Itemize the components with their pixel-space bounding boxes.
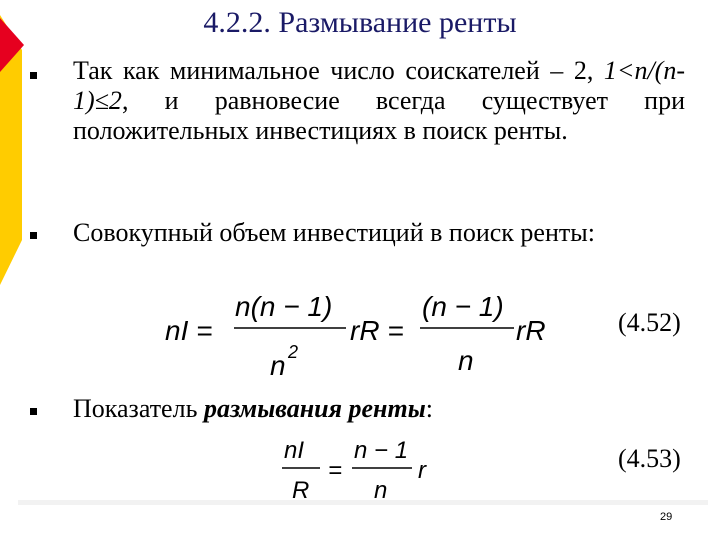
bullet-1-inequality: 1<n/(n-1)≤2	[73, 56, 685, 115]
formula-4-52-frac1-den: n	[270, 350, 286, 381]
equation-number-4-52: (4.52)	[618, 308, 681, 337]
bullet-3-emphasis: размывания ренты	[203, 394, 426, 423]
formula-4-52-lhs: nI =	[165, 315, 213, 346]
bullet-marker-1	[30, 72, 37, 79]
bullet-text-1	[73, 56, 685, 146]
formula-4-52-mult1: rR =	[350, 315, 404, 346]
formula-4-52-frac1-num: n(n − 1)	[235, 291, 333, 322]
page-number: 29	[660, 511, 673, 523]
formula-4-52-frac2-den: n	[458, 345, 474, 376]
bullet-marker-2	[30, 232, 37, 239]
formula-4-52-mult2: rR	[516, 315, 546, 346]
formula-4-53-mult: r	[418, 457, 426, 484]
bullet-marker-3	[30, 408, 37, 415]
bullet-text-3	[73, 394, 685, 424]
bullet-1-text-start: Так как минимальное число соискателей – 2,	[73, 56, 594, 85]
equation-number-4-53: (4.53)	[618, 444, 681, 473]
formula-4-53-frac1-den: R	[292, 477, 310, 504]
formula-4-52-frac2-num: (n − 1)	[422, 291, 504, 322]
bullet-text-2: Совокупный объем инвестиций в поиск ренты:	[73, 218, 595, 247]
formula-4-53-eq: =	[328, 457, 343, 484]
formula-4-52-frac1-den-exp: 2	[288, 342, 299, 362]
formula-4-53-frac2-den: n	[374, 477, 388, 504]
formula-4-52	[150, 280, 570, 390]
bullet-1-text-end: , и равновесие всегда существует при положительных инвестициях в поиск ренты.	[73, 86, 685, 145]
formula-4-53-frac1-num: nI	[284, 437, 305, 464]
slide-title: 4.2.2. Размывание ренты	[203, 6, 517, 39]
bullet-3-text-start: Показатель	[73, 394, 204, 423]
formula-4-53-frac2-num: n − 1	[354, 437, 409, 464]
bullet-3-text-end: :	[425, 394, 433, 423]
formula-4-53	[280, 432, 450, 512]
